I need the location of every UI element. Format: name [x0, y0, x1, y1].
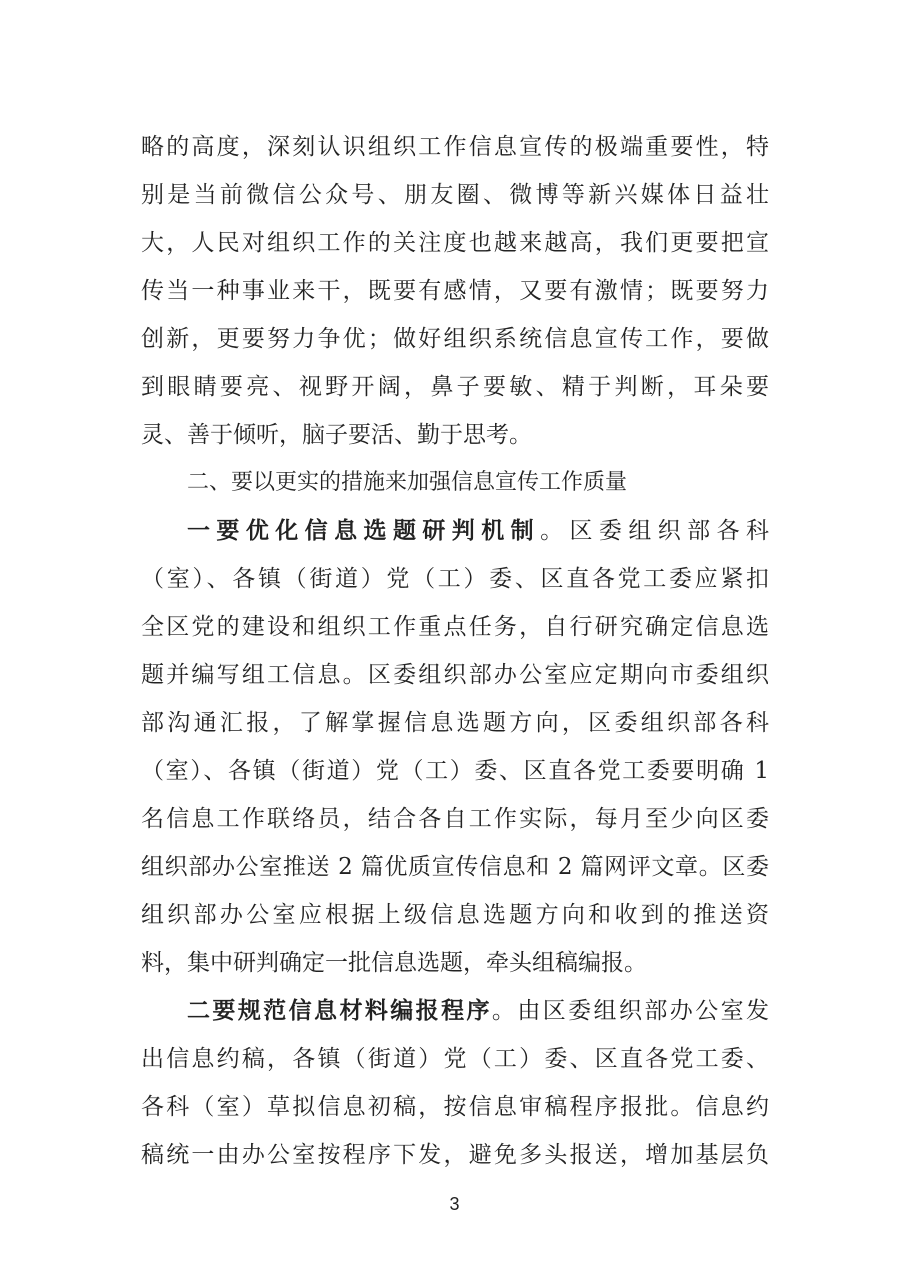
paragraph-first-line-rest: 。区委组织部各科 [540, 518, 769, 544]
paragraph-line: 别是当前微信公众号、朋友圈、微博等新兴媒体日益壮 [141, 182, 769, 208]
paragraph-line: （室）、各镇（街道）党（工）委、区直各党工委应紧扣 [141, 566, 769, 592]
section-heading: 二、要以更实的措施来加强信息宣传工作质量 [187, 470, 628, 495]
paragraph-line: 料，集中研判确定一批信息选题，牵头组稿编报。 [141, 950, 647, 976]
paragraph-line: 稿统一由办公室按程序下发，避免多头报送，增加基层负 [141, 1142, 769, 1168]
paragraph-line: （室）、各镇（街道）党（工）委、区直各党工委要明确 1 [141, 758, 769, 784]
paragraph-first-line [141, 507, 769, 555]
paragraph-line: 到眼睛要亮、视野开阔，鼻子要敏、精于判断，耳朵要 [141, 374, 769, 400]
paragraph-2 [141, 507, 769, 987]
paragraph-line: 组织部办公室应根据上级信息选题方向和收到的推送资 [141, 902, 769, 928]
paragraph-line: 题并编写组工信息。区委组织部办公室应定期向市委组织 [141, 662, 769, 688]
paragraph-line: 大，人民对组织工作的关注度也越来越高，我们更要把宣 [141, 230, 769, 256]
paragraph-bold-lead: 二要规范信息材料编报程序 [187, 997, 492, 1024]
paragraph-line: 部沟通汇报，了解掌握信息选题方向，区委组织部各科 [141, 710, 769, 736]
paragraph-1 [141, 123, 769, 459]
paragraph-line: 创新，更要努力争优；做好组织系统信息宣传工作，要做 [141, 326, 769, 352]
paragraph-line: 全区党的建设和组织工作重点任务，自行研究确定信息选 [141, 614, 769, 640]
paragraph-line: 组织部办公室推送 2 篇优质宣传信息和 2 篇网评文章。区委 [141, 854, 769, 880]
paragraph-line: 略的高度，深刻认识组织工作信息宣传的极端重要性，特 [141, 134, 769, 160]
paragraph-first-line-rest: 。由区委组织部办公室发 [491, 998, 769, 1024]
paragraph-line: 名信息工作联络员，结合各自工作实际，每月至少向区委 [141, 806, 769, 832]
paragraph-bold-lead: 一要优化信息选题研判机制 [187, 517, 541, 544]
paragraph-line: 各科（室）草拟信息初稿，按信息审稿程序报批。信息约 [141, 1094, 769, 1120]
paragraph-line: 灵、善于倾听，脑子要活、勤于思考。 [141, 422, 532, 448]
paragraph-line: 传当一种事业来干，既要有感情，又要有激情；既要努力 [141, 278, 769, 304]
page-number: 3 [449, 1194, 460, 1214]
document-body [141, 123, 769, 1179]
paragraph-first-line [141, 987, 769, 1035]
paragraph-line: 出信息约稿，各镇（街道）党（工）委、区直各党工委、 [141, 1046, 769, 1072]
paragraph-3 [141, 987, 769, 1179]
